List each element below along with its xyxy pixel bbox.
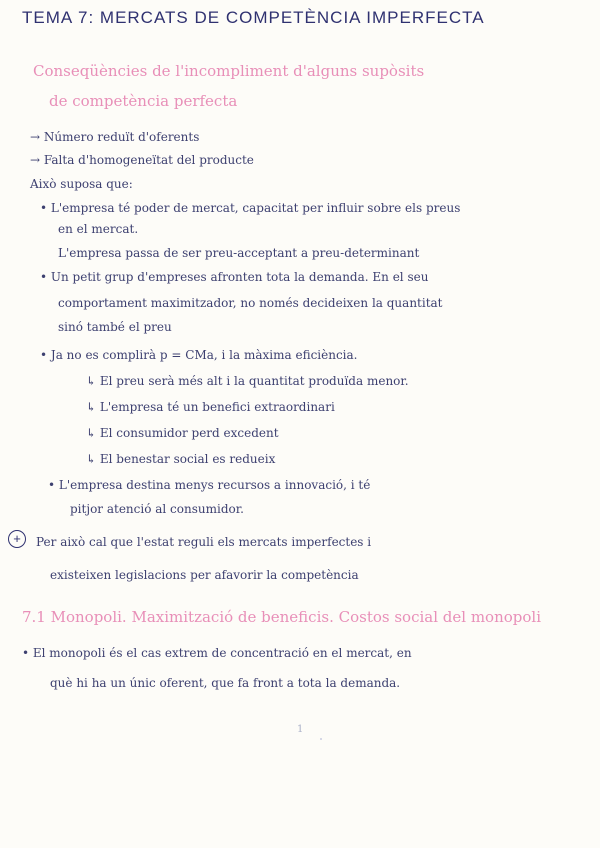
intro-text: Això suposa que: xyxy=(30,177,133,191)
bullet1-line3: L'empresa passa de ser preu-acceptant a preu-determinant xyxy=(58,246,420,260)
arrow-point-2: → Falta d'homogeneïtat del producte xyxy=(30,153,254,167)
section-heading-line2: de competència perfecta xyxy=(49,92,238,110)
monopoli-line2: què hi ha un únic oferent, que fa front a tota la demanda. xyxy=(50,676,401,690)
section-heading-line1: Conseqüències de l'incompliment d'alguns supòsits xyxy=(33,62,425,80)
arrow-point-1: → Número reduït d'oferents xyxy=(30,130,200,144)
bullet3-sub3: ↳ El consumidor perd excedent xyxy=(86,426,279,440)
bullet2-line1: • Un petit grup d'empreses afronten tota la demanda. En el seu xyxy=(40,270,429,284)
bullet2-line2: comportament maximitzador, no només decideixen la quantitat xyxy=(58,296,443,310)
page-title: TEMA 7: MERCATS DE COMPETÈNCIA IMPERFECTA xyxy=(22,8,485,27)
bullet3-sub1: ↳ El preu serà més alt i la quantitat produïda menor. xyxy=(86,374,409,388)
bullet2-line3: sinó també el preu xyxy=(58,320,172,334)
monopoli-heading: 7.1 Monopoli. Maximització de beneficis. Costos social del monopoli xyxy=(22,608,542,626)
plus-circle-icon: + xyxy=(8,530,26,548)
bullet1-line2: en el mercat. xyxy=(58,222,139,236)
monopoli-line1: • El monopoli és el cas extrem de concentració en el mercat, en xyxy=(22,646,412,660)
bullet3-sub4: ↳ El benestar social es redueix xyxy=(86,452,276,466)
bullet4-line2: pitjor atenció al consumidor. xyxy=(70,502,244,516)
page-mark: 1 xyxy=(297,724,304,735)
bullet3-line1: • Ja no es complirà p = CMa, i la màxima eficiència. xyxy=(40,348,358,362)
page-dot xyxy=(320,738,322,740)
bullet1-line1: • L'empresa té poder de mercat, capacitat per influir sobre els preus xyxy=(40,201,461,215)
bullet3-sub2: ↳ L'empresa té un benefici extraordinari xyxy=(86,400,335,414)
note-line1: Per això cal que l'estat reguli els mercats imperfectes i xyxy=(36,535,372,549)
note-line2: existeixen legislacions per afavorir la competència xyxy=(50,568,359,582)
bullet4-line1: • L'empresa destina menys recursos a innovació, i té xyxy=(48,478,371,492)
